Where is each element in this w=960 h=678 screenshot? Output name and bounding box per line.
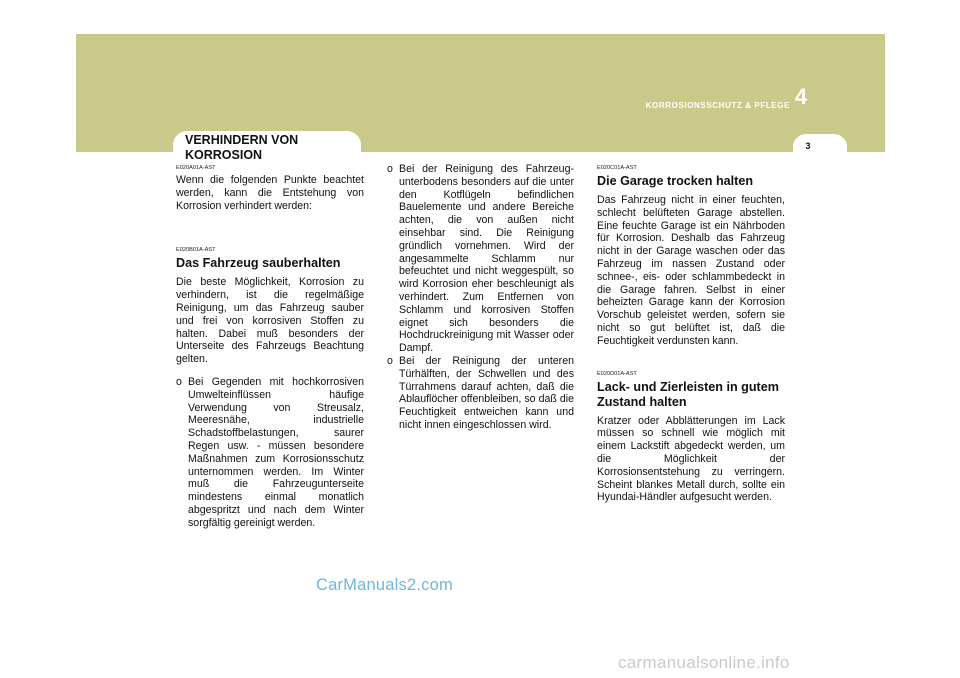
section-text-clean: Die beste Möglichkeit, Korrosion zu verhindern, ist die regelmäßige Reinigung, um das Fahrzeug sauber und frei von korrosiven Stoffen zu halten. Dabei muß besonders der Unterseite des Fahrzeugs Beachtung gelten. [176,276,364,366]
bullet-item [387,355,574,432]
section-heading-clean: Das Fahrzeug sauberhalten [176,256,341,271]
garage-code: E020C01A-AST [597,165,637,171]
column-right [597,165,785,504]
garage-heading: Die Garage trocken halten [597,174,754,188]
section-title: KORROSIONSSCHUTZ & PFLEGE [645,101,790,110]
section-code: E020B01A-AST [176,247,216,254]
bullet-marker: o [176,375,182,388]
main-heading: VERHINDERN VON KORROSION [185,133,299,162]
watermark-right: carmanualsonline.info [618,653,790,672]
column-middle [387,163,574,432]
page-number: 3 [805,141,811,151]
bullet-text: Bei der Reinigung des Fahrzeug-unterbodens besonders auf die unter den Kotflügeln befindlichen Bauelemente und andere Bereiche achten, die von außen nicht einsehbar sind. Die Reinigung gründlich vornehmen. Wird der angesammelte Schlamm nur befeuchtet und nicht weggespült, so wird Korrosion eher beschleunigt als verhindert. Zum Entfernen von Schlamm und korrosiven Stoffen eignet sich besonders die Hochdruckreinigung mit Wasser oder Dampf. [399,163,574,355]
bullet-marker: o [387,163,393,175]
watermark-left: CarManuals2.com [316,576,453,594]
paint-heading: Lack- und Zierleisten in gutem Zustand halten [597,379,779,409]
chapter-number: 4 [794,84,808,109]
bullet-text: Bei der Reinigung der unteren Türhälften, der Schwellen und des Türrahmens darauf achten, daß die Ablauflöcher offenbleiben, so daß die Feuchtigkeit entweichen kann und nicht innen eingeschlossen wird. [399,354,574,431]
bullet-item [176,376,364,530]
bullet-item [387,163,574,355]
garage-text: Das Fahrzeug nicht in einer feuchten, schlecht belüfteten Garage abstellen. Eine feuchte Garage ist ein Nährboden für Korrosion. Deshalb das Fahrzeug nicht in der Garage waschen oder das Fahrzeug im nassen Zustand oder schnee-, eis- oder schlammbedeckt in die Garage fahren. Selbst in einer beheizten Garage kann der Korrosion Vorschub geleistet werden, sofern sie nicht so gut belüftet ist, daß die Feuchtigkeit verdunsten kann. [597,194,785,347]
intro-text: Wenn die folgenden Punkte beachtet werden, kann die Entstehung von Korrosion verhindert werden: [176,174,364,212]
paint-text: Kratzer oder Abblätterungen im Lack müssen so schnell wie möglich mit einem Lackstift abgedeckt werden, um die Möglichkeit der Korrosionsentstehung zu verringern. Scheint blankes Metall durch, sollte ein Hyundai-Händler aufgesucht werden. [597,414,785,504]
column-left [176,165,364,530]
paint-code: E020D01A-AST [597,370,637,377]
bullet-text: Bei Gegenden mit hochkorrosiven Umwelteinflüssen häufige Verwendung von Streusalz, Meeresnähe, industrielle Schadstoffbelastungen, saurer Regen usw. - müssen besondere Maßnahmen zum Korrosionsschutz unternommen werden. Im Winter muß die Fahrzeugunterseite mindestens einmal monatlich abgespritzt und nach dem Winter sorgfältig gereinigt werden. [188,375,364,529]
intro-code: E020A01A-AST [176,165,216,171]
bullet-marker: o [387,354,393,367]
